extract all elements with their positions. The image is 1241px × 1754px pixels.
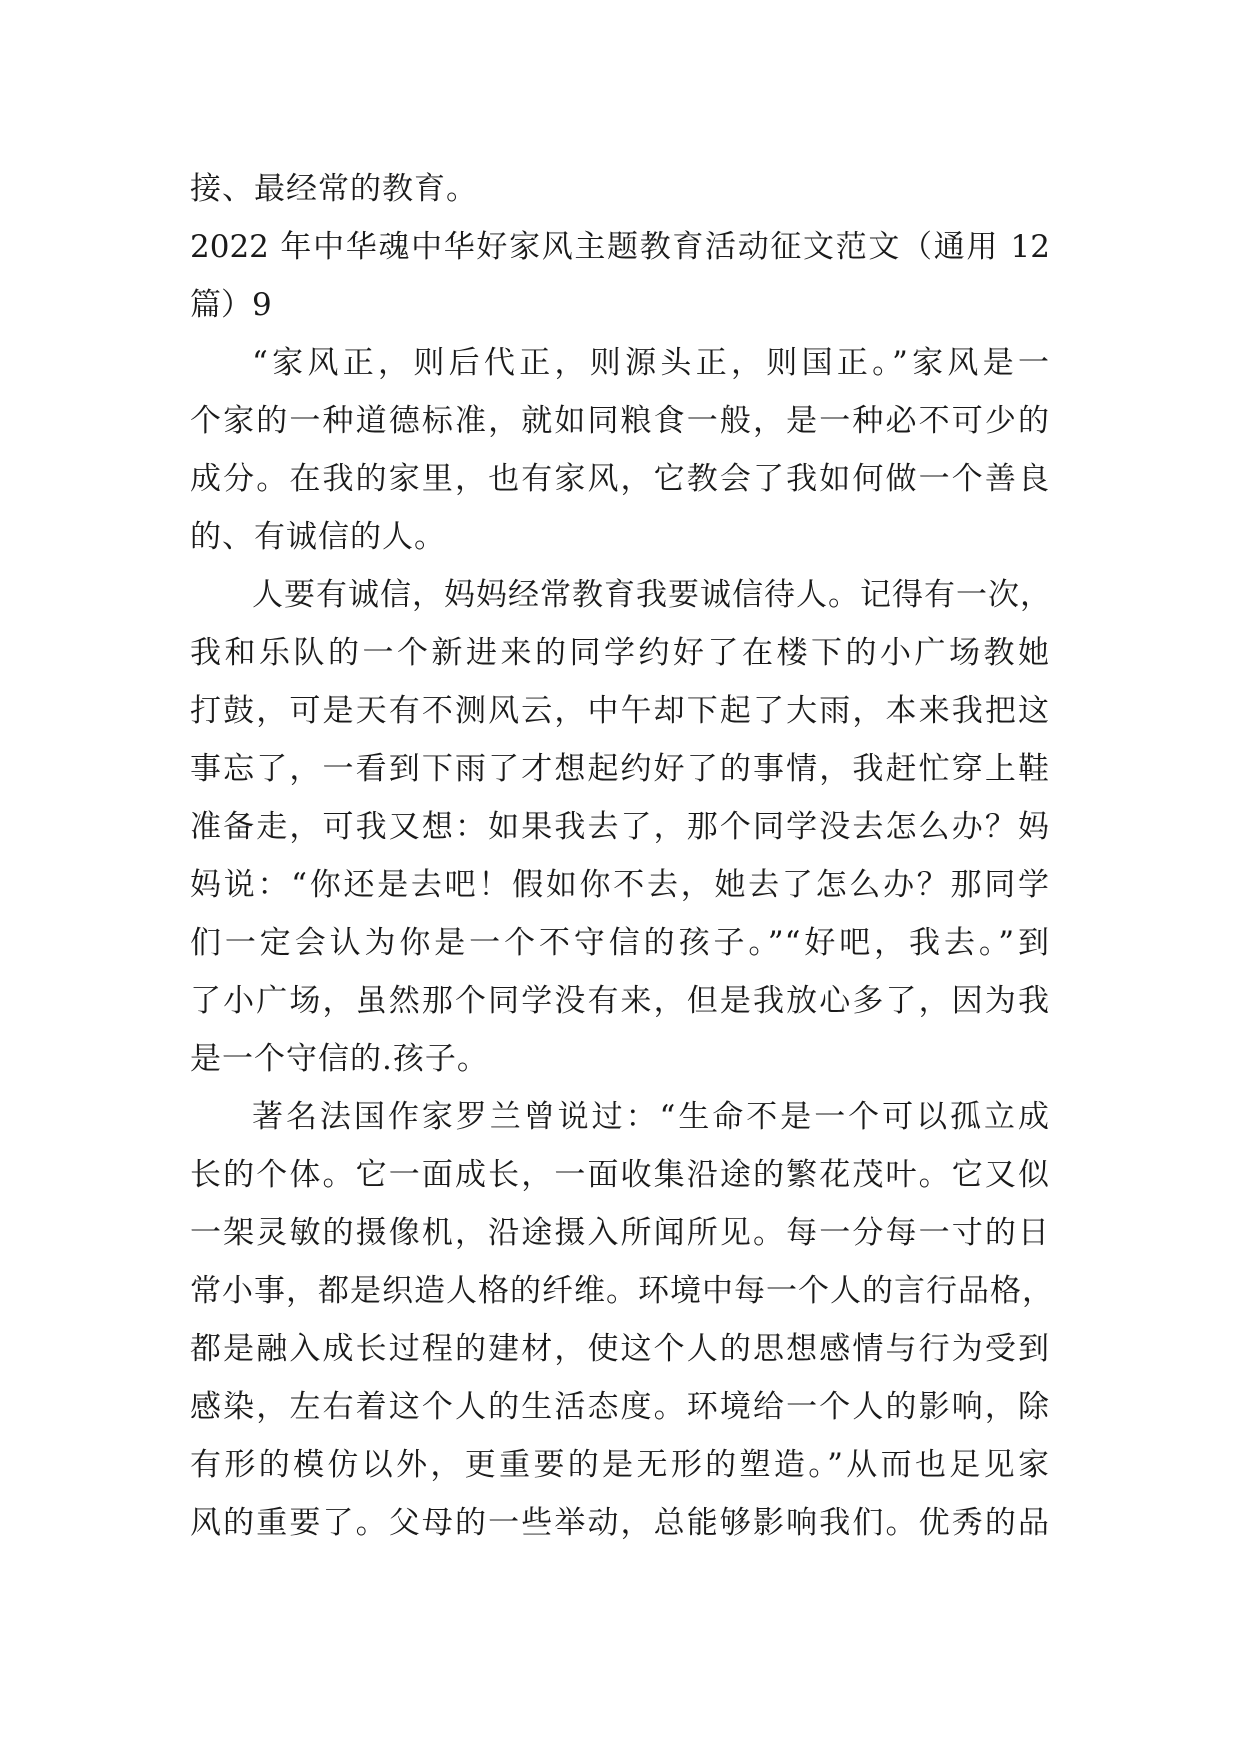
paragraph-line: 风的重要了。父母的一些举动，总能够影响我们。优秀的品: [190, 1505, 1050, 1541]
paragraph-line: 长的个体。它一面成长，一面收集沿途的繁花茂叶。它又似: [190, 1157, 1050, 1193]
section-title-line-1: 2022 年中华魂中华好家风主题教育活动征文范文（通用 12: [190, 229, 1050, 265]
paragraph-line: 人要有诚信，妈妈经常教育我要诚信待人。记得有一次，: [252, 577, 1052, 613]
paragraph-line: 的、有诚信的人。: [190, 519, 446, 555]
paragraph-line: 一架灵敏的摄像机，沿途摄入所闻所见。每一分每一寸的日: [190, 1215, 1050, 1251]
section-title-line-2: 篇）9: [190, 287, 272, 323]
paragraph-line: 是一个守信的.孩子。: [190, 1041, 489, 1077]
paragraph-line: 妈说：“你还是去吧！假如你不去，她去了怎么办？那同学: [190, 867, 1050, 903]
lead-line: 接、最经常的教育。: [190, 171, 478, 207]
document-page: [190, 160, 1054, 1552]
paragraph-3: [190, 1088, 1054, 1552]
paragraph-1: [190, 334, 1050, 566]
paragraph-line: 著名法国作家罗兰曾说过：“生命不是一个可以孤立成: [252, 1099, 1050, 1135]
paragraph-line: 个家的一种道德标准，就如同粮食一般，是一种必不可少的: [190, 403, 1050, 439]
paragraph-line: 了小广场，虽然那个同学没有来，但是我放心多了，因为我: [190, 983, 1050, 1019]
paragraph-line: 常小事，都是织造人格的纤维。环境中每一个人的言行品格，: [190, 1273, 1054, 1309]
paragraph-2: [190, 566, 1050, 1088]
paragraph-line: 感染，左右着这个人的生活态度。环境给一个人的影响，除: [190, 1389, 1050, 1425]
paragraph-line: 事忘了，一看到下雨了才想起约好了的事情，我赶忙穿上鞋: [190, 751, 1050, 787]
paragraph-line: 有形的模仿以外，更重要的是无形的塑造。”从而也足见家: [190, 1447, 1050, 1483]
paragraph-line: 成分。在我的家里，也有家风，它教会了我如何做一个善良: [190, 461, 1050, 497]
paragraph-line: “家风正，则后代正，则源头正，则国正。”家风是一: [252, 345, 1050, 381]
paragraph-line: 打鼓，可是天有不测风云，中午却下起了大雨，本来我把这: [190, 693, 1050, 729]
paragraph-line: 准备走，可我又想：如果我去了，那个同学没去怎么办？妈: [190, 809, 1050, 845]
paragraph-line: 都是融入成长过程的建材，使这个人的思想感情与行为受到: [190, 1331, 1050, 1367]
paragraph-line: 我和乐队的一个新进来的同学约好了在楼下的小广场教她: [190, 635, 1050, 671]
paragraph-line: 们一定会认为你是一个不守信的孩子。”“好吧，我去。”到: [190, 925, 1050, 961]
